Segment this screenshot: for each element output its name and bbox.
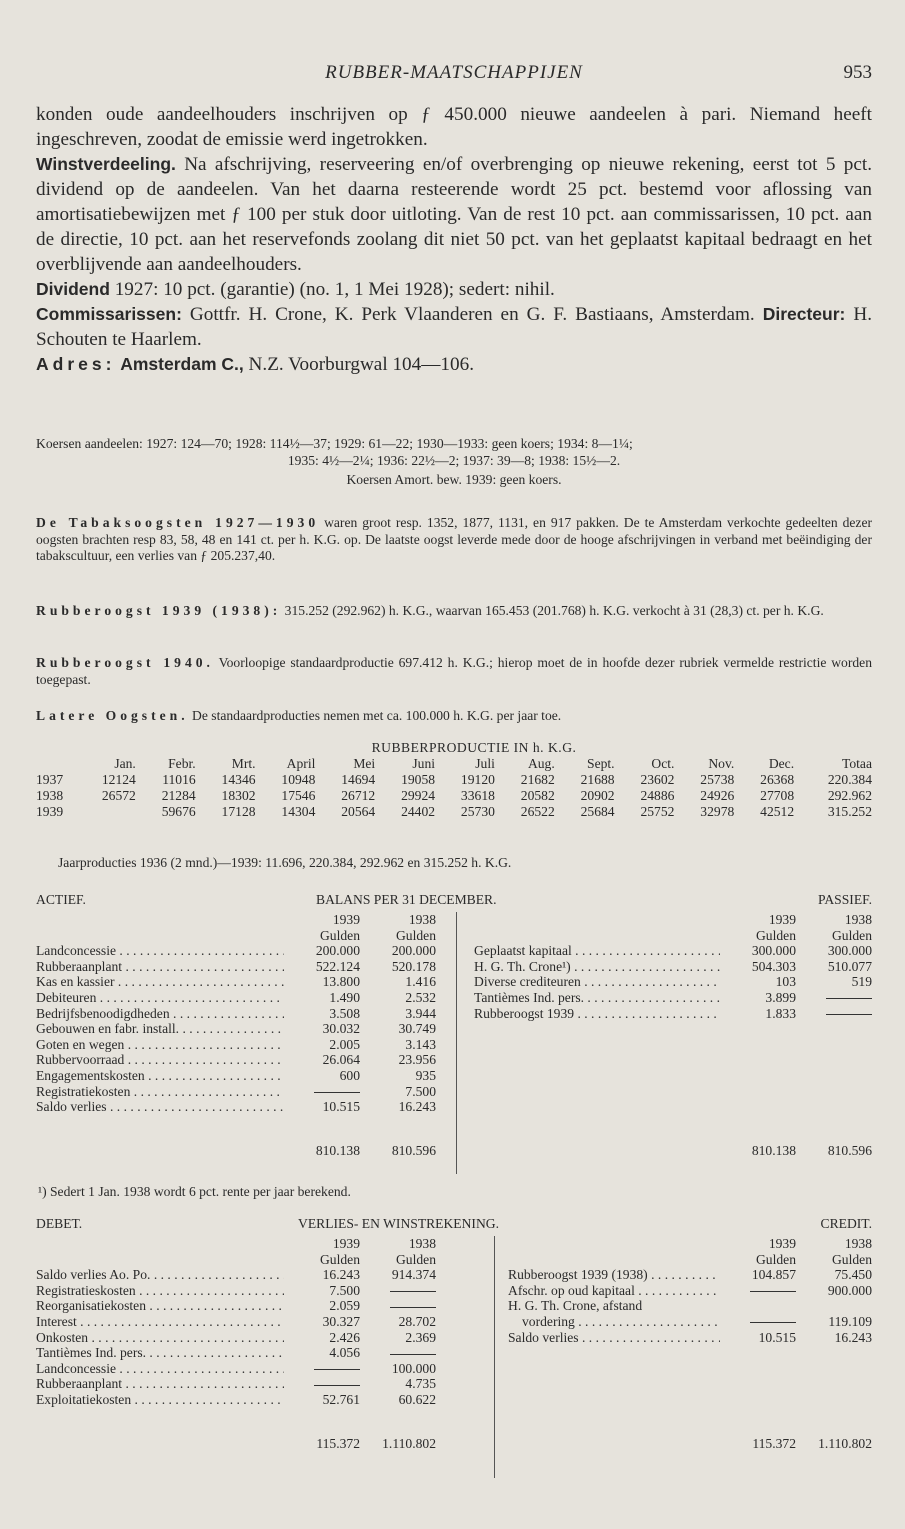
- label-winstverdeeling: Winstverdeeling.: [36, 154, 176, 174]
- production-row: [36, 788, 872, 804]
- actief-label: Saldo verlies . . .: [36, 1099, 284, 1115]
- actief-row: [36, 974, 436, 990]
- debet-year1: 1939: [332, 1236, 360, 1251]
- debet-row: [36, 1361, 436, 1377]
- production-cell: 10948: [281, 772, 316, 787]
- actief-total-1938: 810.596: [391, 1142, 436, 1158]
- text-rubber1940: Voorloopige standaardproductie 697.412 h. K.G.; hierop moet de in hoofde dezer rubriek vermelde restrictie worden toegepast.: [36, 655, 873, 687]
- actief-year1: 1939: [332, 912, 360, 927]
- production-cell: 26712: [341, 788, 376, 803]
- passief-total-1938: 810.596: [827, 1143, 872, 1159]
- production-cell: 292.962: [827, 788, 872, 803]
- production-cell: 1938: [36, 788, 64, 803]
- balans-passief-title: PASSIEF.: [818, 892, 872, 907]
- actief-amount: 13.800: [322, 974, 360, 990]
- production-cell: 32978: [700, 804, 735, 819]
- production-cell: 25738: [700, 772, 735, 787]
- actief-label: Kas en kassier . . .: [36, 974, 284, 990]
- production-cell: 1939: [36, 804, 64, 819]
- passief-unit1: Gulden: [755, 927, 796, 943]
- balans-passief-column: [474, 912, 872, 1159]
- actief-label: Gebouwen en fabr. install. . . .: [36, 1021, 284, 1037]
- production-cell: 59676: [161, 804, 196, 819]
- actief-label: Rubbervoorraad . . .: [36, 1052, 284, 1068]
- text-directeur: H. Schouten te Haarlem.: [36, 304, 872, 350]
- paragraph-commissarissen: [36, 302, 872, 352]
- text-tabak: waren groot resp. 1352, 1877, 1131, en 917 pakken. De te Amsterdam verkochte gedeelten dezer oogsten brachten resp 83, 58, 48 en 141 ct. per h. K.G. op. De laatste oogst leverde mede door de hooge afschrijvingen in verband met beëindiging der tabakscultuur, een verlies van ƒ 205.237,40.: [36, 515, 872, 563]
- passief-amount: [796, 1006, 872, 1022]
- production-cell: 27708: [760, 788, 795, 803]
- production-cell: 315.252: [827, 804, 872, 819]
- debet-unit2: Gulden: [395, 1251, 436, 1267]
- label-directeur: Directeur:: [762, 304, 846, 324]
- passief-amount: 3.899: [765, 989, 796, 1005]
- text-rubber1939: 315.252 (292.962) h. K.G., waarvan 165.453 (201.768) h. K.G. verkocht à 31 (28,3) ct. per h. K.G.: [281, 603, 824, 618]
- credit-amount: [796, 1298, 872, 1314]
- production-header-cell: Jan.: [114, 756, 136, 771]
- koersen-line2: 1935: 4½—2¼; 1936: 22½—2; 1937: 39—8; 1938: 15½—2.: [287, 452, 621, 468]
- tabak-block: [36, 515, 872, 565]
- actief-row: [36, 1099, 436, 1115]
- actief-label: Landconcessie . . .: [36, 943, 284, 959]
- production-cell: 25684: [580, 804, 615, 819]
- passief-row: [474, 943, 872, 959]
- production-cell: 18302: [221, 788, 256, 803]
- production-header-cell: Aug.: [527, 756, 555, 771]
- debet-year2: 1938: [408, 1236, 436, 1251]
- actief-unit2: Gulden: [395, 927, 436, 943]
- rubber1940-block: [36, 655, 872, 688]
- text-latere: De standaardproducties nemen met ca. 100.000 h. K.G. per jaar toe.: [188, 708, 562, 723]
- actief-total-1939: 810.138: [315, 1142, 360, 1158]
- actief-label: Debiteuren . . .: [36, 990, 284, 1006]
- debet-label: Tantièmes Ind. pers. . . .: [36, 1345, 284, 1361]
- passief-label: Geplaatst kapitaal . . .: [474, 943, 720, 959]
- dash-mark: [826, 998, 872, 999]
- debet-amount: [284, 1361, 360, 1377]
- actief-row: [36, 1006, 436, 1022]
- credit-total-1939: 115.372: [752, 1436, 796, 1452]
- debet-row: [36, 1376, 436, 1392]
- label-rubber1939: Rubberoogst 1939 (1938):: [36, 603, 282, 618]
- credit-unit2: Gulden: [831, 1251, 872, 1267]
- actief-amount: 7.500: [405, 1083, 436, 1099]
- actief-amount: 10.515: [322, 1099, 360, 1115]
- credit-amount: [720, 1283, 796, 1299]
- production-cell: 19058: [401, 772, 436, 787]
- dash-mark: [314, 1369, 360, 1370]
- debet-amount: [360, 1283, 436, 1299]
- dash-mark: [390, 1354, 436, 1355]
- credit-amount: 104.857: [751, 1267, 796, 1283]
- actief-unit1: Gulden: [319, 927, 360, 943]
- koersen-amort: Koersen Amort. bew. 1939: geen koers.: [346, 472, 562, 487]
- adres-street: N.Z. Voorburgwal 104—106.: [243, 354, 474, 375]
- passief-row: [474, 990, 872, 1006]
- passief-label: Rubberoogst 1939 . . .: [474, 1006, 720, 1022]
- debet-amount: 7.500: [329, 1282, 360, 1298]
- passief-amount: 300.000: [827, 943, 872, 959]
- dash-mark: [750, 1291, 796, 1292]
- production-cell: 24886: [640, 788, 675, 803]
- credit-label: Rubberoogst 1939 (1938) . . .: [508, 1267, 720, 1283]
- credit-label: Afschr. op oud kapitaal . . .: [508, 1283, 720, 1299]
- actief-amount: 600: [339, 1067, 360, 1083]
- debet-amount: 914.374: [391, 1267, 436, 1283]
- passief-amount: [796, 990, 872, 1006]
- production-cell: 29924: [401, 788, 436, 803]
- production-cell: 17128: [221, 804, 256, 819]
- credit-row: [508, 1314, 872, 1330]
- tabak-paragraph: [36, 515, 872, 565]
- debet-row: [36, 1345, 436, 1361]
- actief-label: Bedrijfsbenoodigdheden . . .: [36, 1006, 284, 1022]
- balans-actief-column: [36, 912, 436, 1158]
- passief-amount: 1.833: [765, 1005, 796, 1021]
- production-cell: 20902: [580, 788, 615, 803]
- credit-row: [508, 1330, 872, 1346]
- debet-label: Saldo verlies Ao. Po. . . .: [36, 1267, 284, 1283]
- production-cell: 21682: [520, 772, 555, 787]
- production-header-row: [36, 756, 872, 772]
- balans-footnote: ¹) Sedert 1 Jan. 1938 wordt 6 pct. rente per jaar berekend.: [38, 1184, 351, 1199]
- credit-amount: [720, 1298, 796, 1314]
- actief-amount: 2.005: [329, 1036, 360, 1052]
- body-text: [36, 102, 872, 377]
- debet-label: Reorganisatiekosten . . .: [36, 1298, 284, 1314]
- debet-amount: 2.059: [329, 1298, 360, 1314]
- balans-divider: [456, 912, 457, 1174]
- production-cell: 11016: [162, 772, 196, 787]
- text-dividend: 1927: 10 pct. (garantie) (no. 1, 1 Mei 1928); sedert: nihil.: [109, 279, 555, 300]
- debet-amount: 30.327: [322, 1313, 360, 1329]
- page-number: 953: [843, 62, 872, 83]
- production-header-cell: Mei: [353, 756, 376, 771]
- label-latere: Latere Oogsten.: [36, 708, 189, 723]
- dash-mark: [314, 1092, 360, 1093]
- production-header-cell: Febr.: [168, 756, 196, 771]
- koersen-line1: Koersen aandeelen: 1927: 124—70; 1928: 114½—37; 1929: 61—22; 1930—1933: geen koers; 1934: 8—1¼;: [36, 436, 633, 451]
- credit-amount: 16.243: [834, 1329, 872, 1345]
- production-cell: 33618: [460, 788, 495, 803]
- page-header: [36, 62, 872, 88]
- credit-label: H. G. Th. Crone, afstand: [508, 1298, 643, 1314]
- vw-credit-title: CREDIT.: [820, 1216, 872, 1231]
- debet-amount: 28.702: [398, 1313, 436, 1329]
- production-header-cell: Sept.: [587, 756, 615, 771]
- passief-label: Diverse crediteuren . . .: [474, 974, 720, 990]
- passief-year1: 1939: [768, 912, 796, 927]
- credit-row: [508, 1283, 872, 1299]
- production-caption: RUBBERPRODUCTIE IN h. K.G.: [371, 740, 577, 755]
- actief-amount: 1.416: [405, 974, 436, 990]
- production-cell: 42512: [760, 804, 795, 819]
- actief-amount: 3.508: [329, 1005, 360, 1021]
- production-cell: 24402: [401, 804, 436, 819]
- actief-label: Engagementskosten . . .: [36, 1068, 284, 1084]
- actief-row: [36, 1052, 436, 1068]
- dash-mark: [390, 1291, 436, 1292]
- actief-row: [36, 1021, 436, 1037]
- production-cell: 14346: [221, 772, 256, 787]
- production-cell: 25730: [460, 804, 495, 819]
- debet-row: [36, 1330, 436, 1346]
- production-header-cell: April: [286, 756, 316, 771]
- debet-amount: 100.000: [391, 1360, 436, 1376]
- debet-amount: 2.369: [405, 1329, 436, 1345]
- passief-amount: 519: [851, 974, 872, 990]
- label-dividend: Dividend: [36, 279, 110, 299]
- actief-row: [36, 1084, 436, 1100]
- production-table: [36, 756, 872, 820]
- balans-actief-title: ACTIEF.: [36, 892, 86, 907]
- debet-amount: [360, 1345, 436, 1361]
- running-title: RUBBER-MAATSCHAPPIJEN: [325, 62, 583, 83]
- paragraph-dividend: [36, 277, 872, 302]
- actief-label: Registratiekosten . . .: [36, 1084, 284, 1100]
- debet-amount: 52.761: [322, 1391, 360, 1407]
- debet-row: [36, 1283, 436, 1299]
- production-header-cell: Nov.: [708, 756, 735, 771]
- credit-unit1: Gulden: [755, 1251, 796, 1267]
- actief-label: Rubberaanplant . . .: [36, 959, 284, 975]
- credit-amount: 10.515: [758, 1329, 796, 1345]
- production-cell: 26572: [101, 788, 136, 803]
- label-commissarissen: Commissarissen:: [36, 304, 182, 324]
- credit-row: [508, 1267, 872, 1283]
- actief-row: [36, 959, 436, 975]
- debet-total-1938: 1.110.802: [382, 1435, 436, 1451]
- passief-amount: 504.303: [751, 958, 796, 974]
- production-header-cell: Oct.: [651, 756, 675, 771]
- production-cell: 26522: [520, 804, 555, 819]
- production-cell: 20564: [341, 804, 376, 819]
- production-cell: 25752: [640, 804, 675, 819]
- debet-amount: 16.243: [322, 1267, 360, 1283]
- actief-amount: 1.490: [329, 989, 360, 1005]
- production-cell: 19120: [460, 772, 495, 787]
- label-tabak: De Tabaksoogsten 1927—1930: [36, 515, 320, 530]
- debet-unit1: Gulden: [319, 1251, 360, 1267]
- paragraph-adres: [36, 352, 872, 377]
- actief-label: Goten en wegen . . .: [36, 1037, 284, 1053]
- vw-debet-title: DEBET.: [36, 1216, 83, 1231]
- actief-row: [36, 1068, 436, 1084]
- label-adres: Adres:: [36, 354, 116, 374]
- debet-row: [36, 1298, 436, 1314]
- passief-unit2: Gulden: [831, 927, 872, 943]
- credit-total-1938: 1.110.802: [818, 1436, 872, 1452]
- credit-amount: 119.109: [828, 1313, 872, 1329]
- passief-year2: 1938: [844, 912, 872, 927]
- actief-amount: 3.143: [405, 1036, 436, 1052]
- rubber1939-paragraph: [36, 603, 872, 620]
- debet-total-1939: 115.372: [316, 1435, 360, 1451]
- passief-label: Tantièmes Ind. pers. . . .: [474, 990, 720, 1006]
- production-header-cell: Mrt.: [231, 756, 256, 771]
- debet-label: Interest . . .: [36, 1314, 284, 1330]
- production-cell: 220.384: [827, 772, 872, 787]
- credit-amount: 75.450: [834, 1267, 872, 1283]
- actief-amount: 2.532: [405, 989, 436, 1005]
- production-header-cell: [36, 756, 76, 772]
- production-row: [36, 804, 872, 820]
- rubber1939-block: [36, 603, 872, 620]
- production-cell: 21688: [580, 772, 615, 787]
- text-commissarissen: Gottfr. H. Crone, K. Perk Vlaanderen en G. F. Bastiaans, Amsterdam.: [181, 304, 763, 325]
- production-cell: 23602: [640, 772, 675, 787]
- production-cell: 1937: [36, 772, 64, 787]
- actief-amount: 520.178: [391, 958, 436, 974]
- passief-row: [474, 959, 872, 975]
- actief-amount: 200.000: [315, 943, 360, 959]
- debet-row: [36, 1314, 436, 1330]
- balans-title: BALANS PER 31 DECEMBER.: [316, 892, 497, 907]
- paragraph-winstverdeeling: [36, 152, 872, 277]
- dash-mark: [390, 1307, 436, 1308]
- label-rubber1940: Rubberoogst 1940.: [36, 655, 214, 670]
- paragraph-emissie: konden oude aandeelhouders inschrijven op ƒ 450.000 nieuwe aandeelen à pari. Niemand heeft ingeschreven, zoodat de emissie werd ingetrokken.: [36, 104, 872, 150]
- debet-amount: 4.056: [329, 1345, 360, 1361]
- dash-mark: [826, 1014, 872, 1015]
- debet-label: Landconcessie . . .: [36, 1361, 284, 1377]
- debet-amount: 4.735: [405, 1376, 436, 1392]
- production-header-cell: Juli: [475, 756, 495, 771]
- production-header-cell: Totaa: [842, 756, 872, 771]
- passief-row: [474, 974, 872, 990]
- verlies-winst-sheet: [36, 1216, 872, 1486]
- production-cell: 12124: [101, 772, 136, 787]
- debet-amount: 2.426: [329, 1329, 360, 1345]
- debet-amount: 60.622: [398, 1391, 436, 1407]
- latere-block: [36, 708, 872, 725]
- debet-amount: [360, 1298, 436, 1314]
- actief-amount: 26.064: [322, 1052, 360, 1068]
- vw-debet-column: [36, 1236, 436, 1451]
- debet-amount: [284, 1376, 360, 1392]
- actief-amount: 23.956: [398, 1052, 436, 1068]
- passief-total-1939: 810.138: [751, 1143, 796, 1159]
- debet-label: Onkosten . . .: [36, 1330, 284, 1346]
- actief-amount: 16.243: [398, 1099, 436, 1115]
- passief-row: [474, 1006, 872, 1022]
- actief-amount: 30.749: [398, 1021, 436, 1037]
- debet-label: Registratieskosten . . .: [36, 1283, 284, 1299]
- production-table-block: [36, 740, 872, 820]
- text-winstverdeeling: Na afschrijving, reserveering en/of overbrenging op nieuwe rekening, eerst tot 5 pct. dividend op de aandeelen. Van het daarna resteerende wordt 25 pct. bestemd voor aflossing van amortisatiebewijzen met ƒ 100 per stuk door uitloting. Van de rest 10 pct. aan commissarissen, 10 pct. aan de directie, 10 pct. aan het reservefonds zoolang dit niet 50 pct. van het geplaatst kapitaal bedraagt en het overblijvende aan aandeelhouders.: [36, 154, 872, 275]
- koersen-block: [36, 436, 872, 489]
- passief-amount: 103: [775, 974, 796, 990]
- balans-sheet: [36, 892, 872, 1182]
- production-cell: 17546: [281, 788, 316, 803]
- actief-amount: 200.000: [391, 943, 436, 959]
- credit-row: [508, 1298, 872, 1314]
- credit-year1: 1939: [768, 1236, 796, 1251]
- production-cell: 14304: [281, 804, 316, 819]
- passief-label: H. G. Th. Crone¹) . . .: [474, 959, 720, 975]
- vw-divider: [494, 1236, 495, 1478]
- credit-amount: [720, 1314, 796, 1330]
- debet-row: [36, 1392, 436, 1408]
- production-note: Jaarproducties 1936 (2 mnd.)—1939: 11.696, 220.384, 292.962 en 315.252 h. K.G.: [58, 855, 512, 870]
- actief-year2: 1938: [408, 912, 436, 927]
- vw-title: VERLIES- EN WINSTREKENING.: [298, 1216, 499, 1231]
- dash-mark: [314, 1385, 360, 1386]
- actief-amount: 522.124: [315, 958, 360, 974]
- actief-amount: [284, 1084, 360, 1100]
- actief-amount: 935: [415, 1067, 436, 1083]
- credit-year2: 1938: [844, 1236, 872, 1251]
- actief-amount: 3.944: [405, 1005, 436, 1021]
- production-cell: 21284: [161, 788, 196, 803]
- passief-amount: 510.077: [827, 958, 872, 974]
- passief-amount: 300.000: [751, 943, 796, 959]
- debet-label: Exploitatiekosten . . .: [36, 1392, 284, 1408]
- actief-row: [36, 943, 436, 959]
- production-cell: 24926: [700, 788, 735, 803]
- debet-row: [36, 1267, 436, 1283]
- dash-mark: [750, 1322, 796, 1323]
- actief-row: [36, 1037, 436, 1053]
- production-row: [36, 772, 872, 788]
- latere-paragraph: [36, 708, 872, 725]
- credit-label: vordering . . .: [508, 1314, 720, 1330]
- production-cell: 20582: [520, 788, 555, 803]
- actief-row: [36, 990, 436, 1006]
- production-header-cell: Dec.: [768, 756, 795, 771]
- credit-label: Saldo verlies . . .: [508, 1330, 720, 1346]
- production-header-cell: Juni: [412, 756, 436, 771]
- debet-label: Rubberaanplant . . .: [36, 1376, 284, 1392]
- adres-city: Amsterdam C.,: [120, 354, 244, 374]
- production-cell: 14694: [341, 772, 376, 787]
- rubber1940-paragraph: [36, 655, 872, 688]
- vw-credit-column: [508, 1236, 872, 1452]
- actief-amount: 30.032: [322, 1021, 360, 1037]
- production-cell: 26368: [760, 772, 795, 787]
- credit-amount: 900.000: [827, 1282, 872, 1298]
